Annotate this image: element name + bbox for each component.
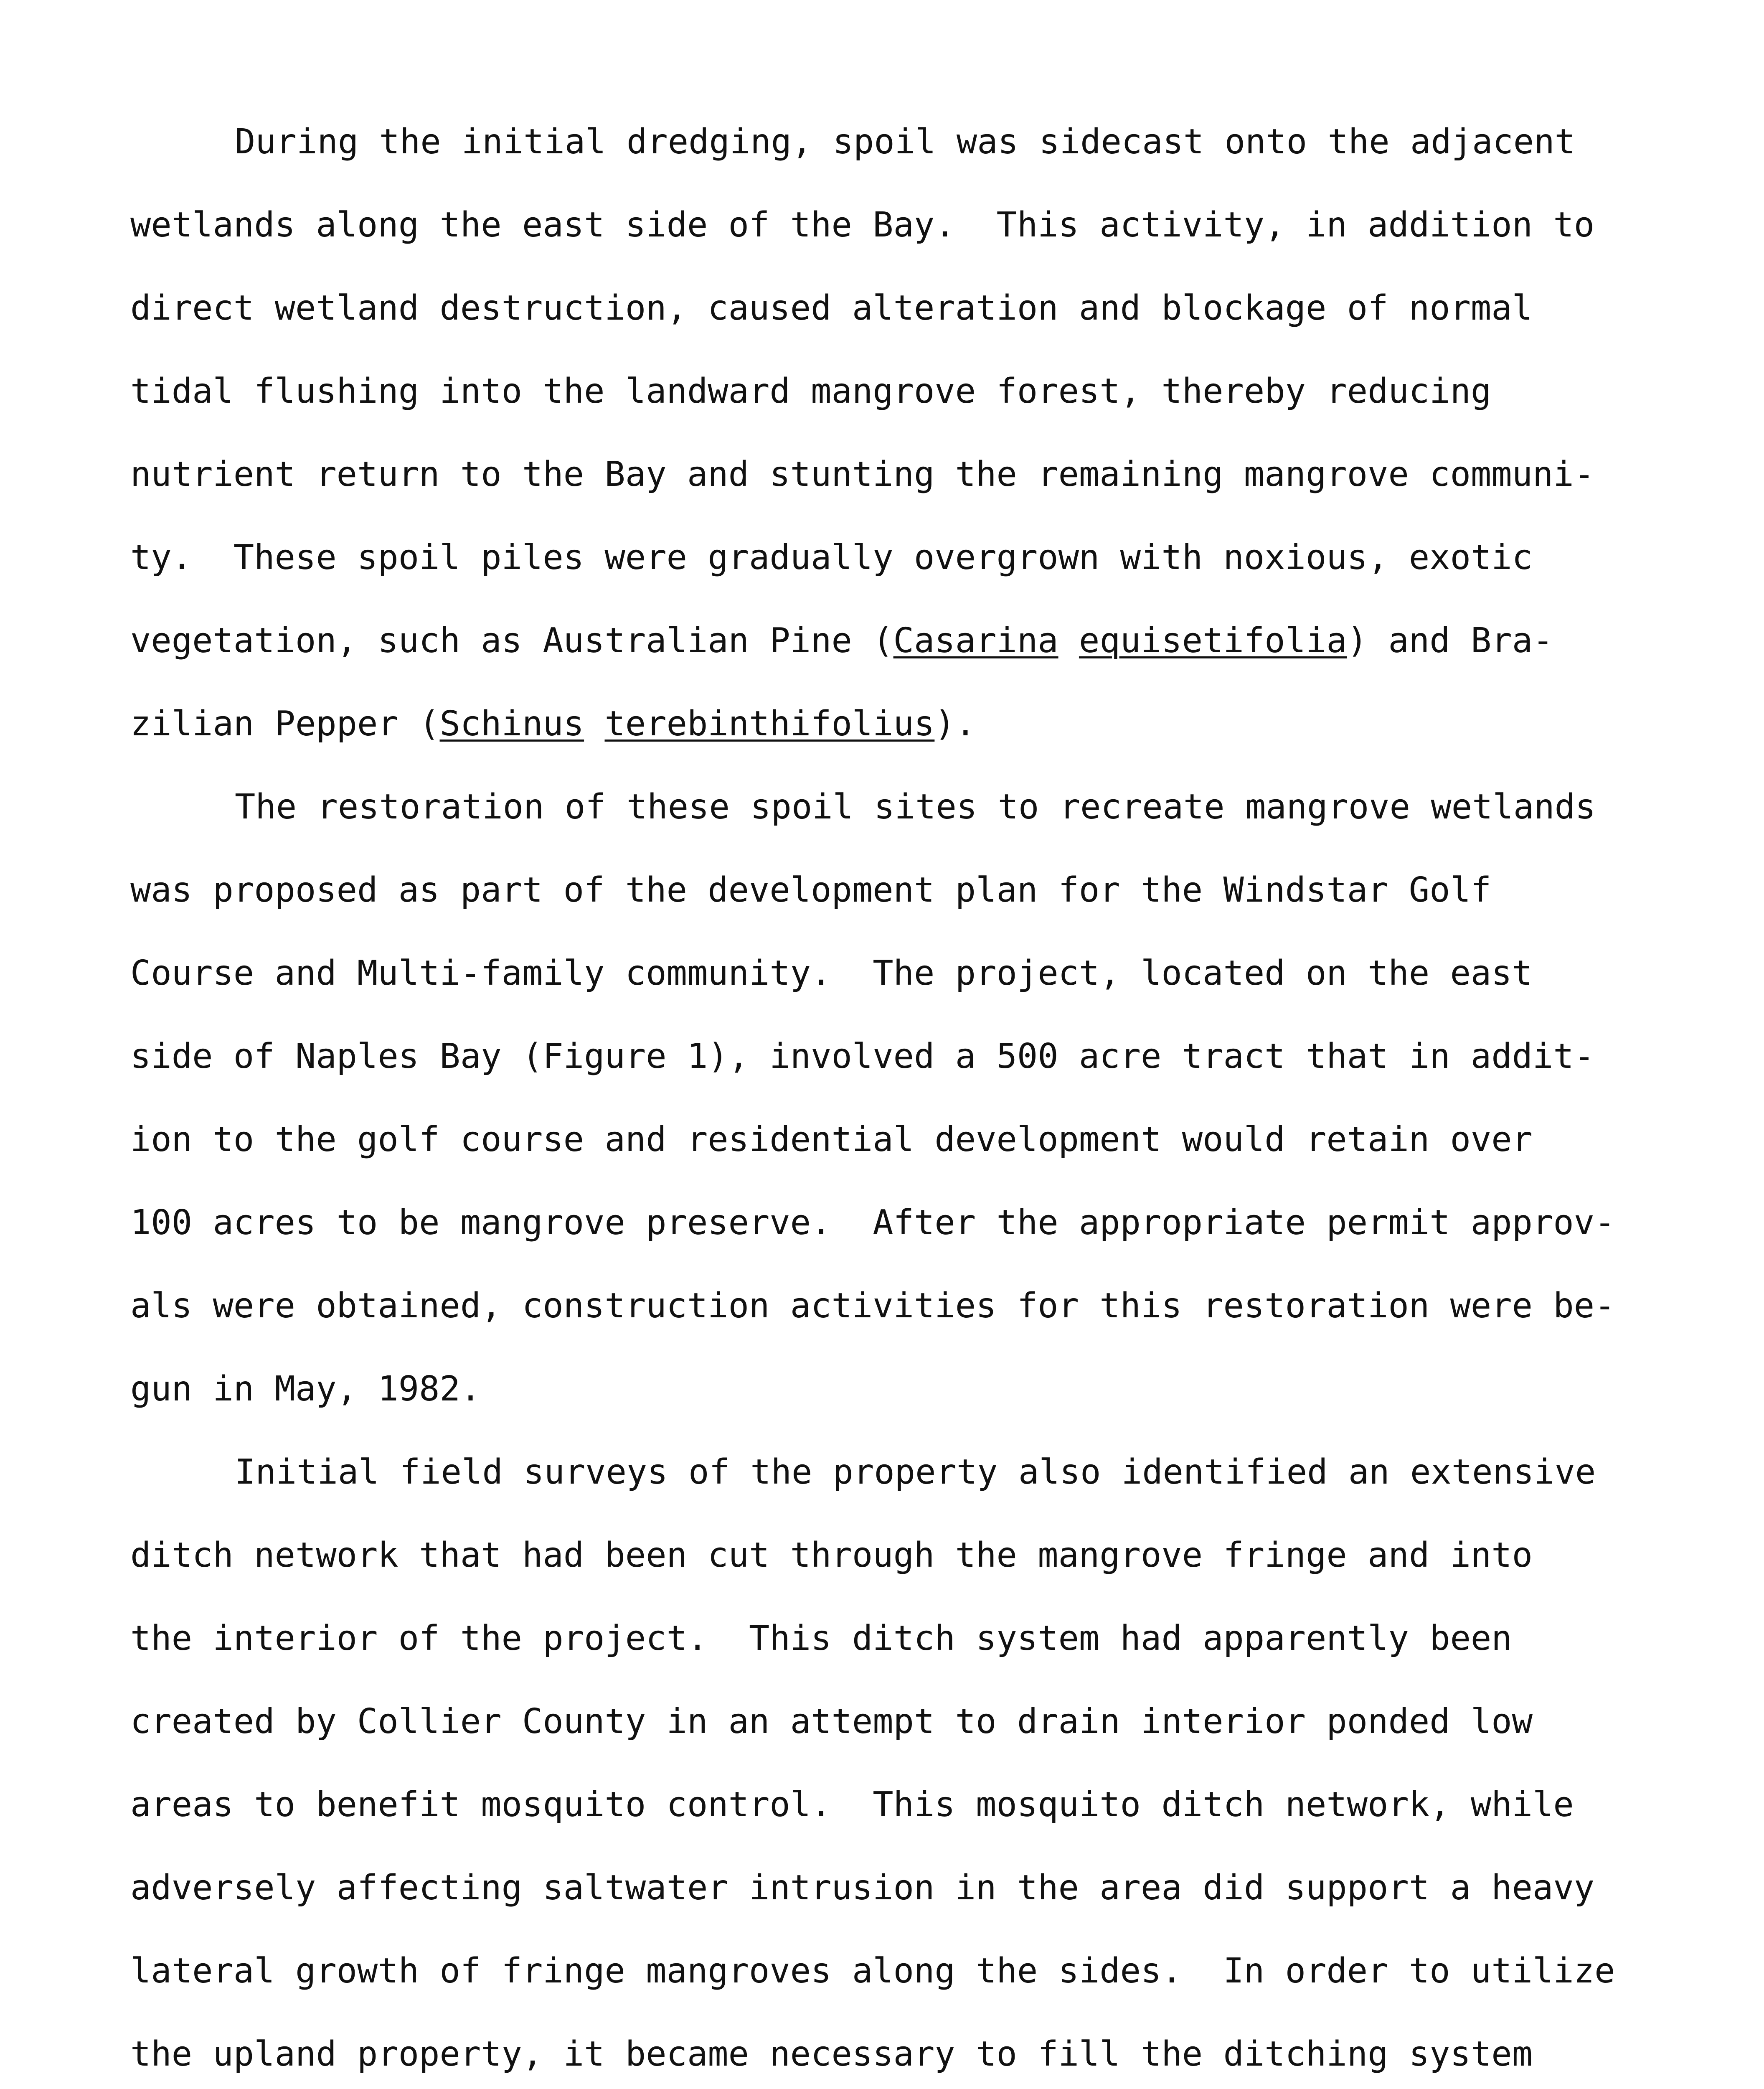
paragraph-1-line-1: During the initial dredging, spoil was sidecast onto the adjacent <box>235 122 1575 162</box>
paragraph-1-line-7 <box>130 599 1659 682</box>
scientific-name-species: terebinthifolius <box>604 704 935 744</box>
paragraph-3 <box>130 1431 1659 2089</box>
paragraph-1-line-5: nutrient return to the Bay and stunting the remaining mangrove communi- <box>130 455 1595 494</box>
paragraph-1-line-4: tidal flushing into the landward mangrove forest, thereby reducing <box>130 371 1492 411</box>
body-text <box>130 100 1659 2089</box>
paragraph-2-line-1: The restoration of these spoil sites to recreate mangrove wetlands <box>235 787 1596 827</box>
paragraph-2-line-6: 100 acres to be mangrove preserve. After the appropriate permit approv- <box>130 1203 1615 1243</box>
paragraph-2-line-7: als were obtained, construction activities for this restoration were be- <box>130 1286 1615 1326</box>
paragraph-1-line-2: wetlands along the east side of the Bay. This activity, in addition to <box>130 205 1595 245</box>
scientific-name-genus: Casarina <box>893 621 1058 661</box>
paragraph-2-line-8: gun in May, 1982. <box>130 1369 481 1409</box>
paragraph-3-line-2: ditch network that had been cut through the mangrove fringe and into <box>130 1535 1533 1575</box>
paragraph-1-line-3: direct wetland destruction, caused alteration and blockage of normal <box>130 288 1533 328</box>
paragraph-1-line-6: ty. These spoil piles were gradually overgrown with noxious, exotic <box>130 538 1533 577</box>
paragraph-3-line-7: lateral growth of fringe mangroves along the sides. In order to utilize <box>130 1951 1615 1991</box>
paragraph-2-line-5: ion to the golf course and residential development would retain over <box>130 1120 1533 1159</box>
paragraph-3-line-4: created by Collier County in an attempt to drain interior ponded low <box>130 1702 1533 1741</box>
text-segment: zilian Pepper ( <box>130 704 440 744</box>
paragraph-1-line-8 <box>130 682 1659 765</box>
paragraph-3-line-3: the interior of the project. This ditch system had apparently been <box>130 1619 1512 1658</box>
text-segment: ). <box>934 704 976 744</box>
paragraph-2 <box>130 765 1659 1431</box>
paragraph-2-line-4: side of Naples Bay (Figure 1), involved a 500 acre tract that in addit- <box>130 1037 1595 1076</box>
paragraph-3-line-8: the upland property, it became necessary to fill the ditching system <box>130 2034 1533 2074</box>
paragraph-3-line-5: areas to benefit mosquito control. This mosquito ditch network, while <box>130 1785 1574 1825</box>
scientific-name-species: equisetifolia <box>1079 621 1347 661</box>
paragraph-3-line-6: adversely affecting saltwater intrusion in the area did support a heavy <box>130 1868 1595 1908</box>
paragraph-2-line-2: was proposed as part of the development plan for the Windstar Golf <box>130 870 1492 910</box>
paragraph-1 <box>130 100 1659 765</box>
text-segment: vegetation, such as Australian Pine ( <box>130 621 893 661</box>
scientific-name-genus: Schinus <box>439 704 584 744</box>
paragraph-2-line-3: Course and Multi-family community. The project, located on the east <box>130 953 1533 993</box>
paragraph-3-line-1: Initial field surveys of the property also identified an extensive <box>235 1452 1596 1492</box>
text-segment: ) and Bra- <box>1347 621 1553 661</box>
